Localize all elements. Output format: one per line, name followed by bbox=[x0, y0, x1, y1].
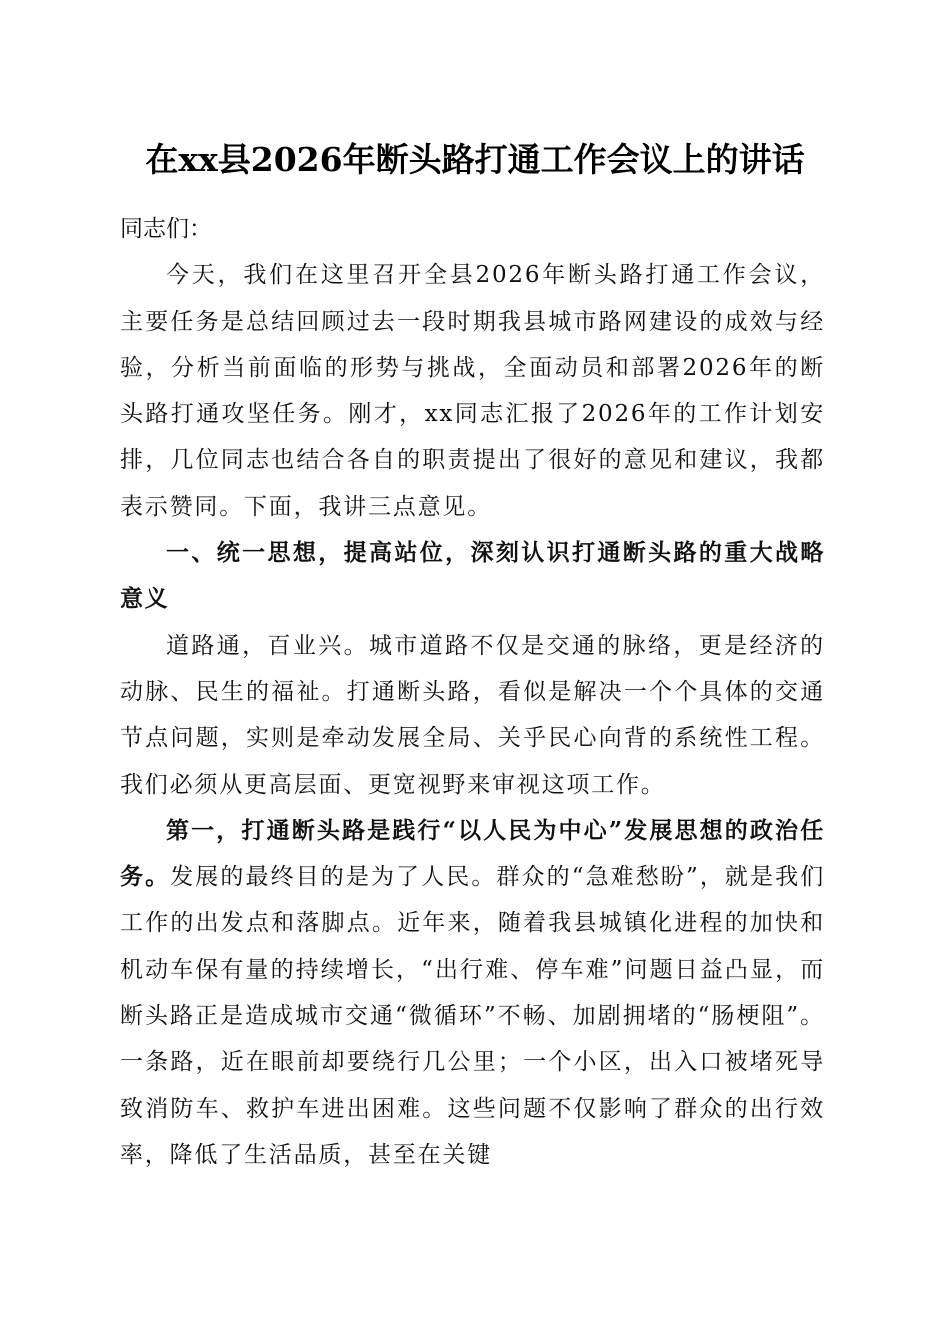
section-1-heading: 一、统一思想，提高站位，深刻认识打通断头路的重大战略意义 bbox=[120, 540, 825, 613]
point-1-lead: 第一，打通断头路是践行“以人民为中心”发展思想的政治任务。 bbox=[120, 816, 825, 891]
point-1-paragraph bbox=[120, 808, 825, 1178]
salutation: 同志们： bbox=[120, 216, 212, 242]
document-title: 在xx县2026年断头路打通工作会议上的讲话 bbox=[145, 140, 805, 179]
section-1-paragraph: 道路通，百业兴。城市道路不仅是交通的脉络，更是经济的动脉、民生的福祉。打通断头路，看似是解决一个个具体的交通节点问题，实则是牵动发展全局、关乎民心向背的系统性工程。我们必须从更高层面、更宽视野来审视这项工作。 bbox=[120, 632, 825, 798]
document-body bbox=[120, 206, 825, 1178]
intro-paragraph: 今天，我们在这里召开全县2026年断头路打通工作会议，主要任务是总结回顾过去一段时期我县城市路网建设的成效与经验，分析当前面临的形势与挑战，全面动员和部署2026年的断头路打通攻坚任务。刚才，xx同志汇报了2026年的工作计划安排，几位同志也结合各自的职责提出了很好的意见和建议，我都表示赞同。下面，我讲三点意见。 bbox=[120, 262, 825, 520]
point-1-body: 发展的最终目的是为了人民。群众的“急难愁盼”，就是我们工作的出发点和落脚点。近年来，随着我县城镇化进程的加快和机动车保有量的持续增长，“出行难、停车难”问题日益凸显，而断头路正是造成城市交通“微循环”不畅、加剧拥堵的“肠梗阻”。一条路，近在眼前却要绕行几公里；一个小区，出入口被堵死导致消防车、救护车进出困难。这些问题不仅影响了群众的出行效率，降低了生活品质，甚至在关键 bbox=[120, 864, 825, 1168]
